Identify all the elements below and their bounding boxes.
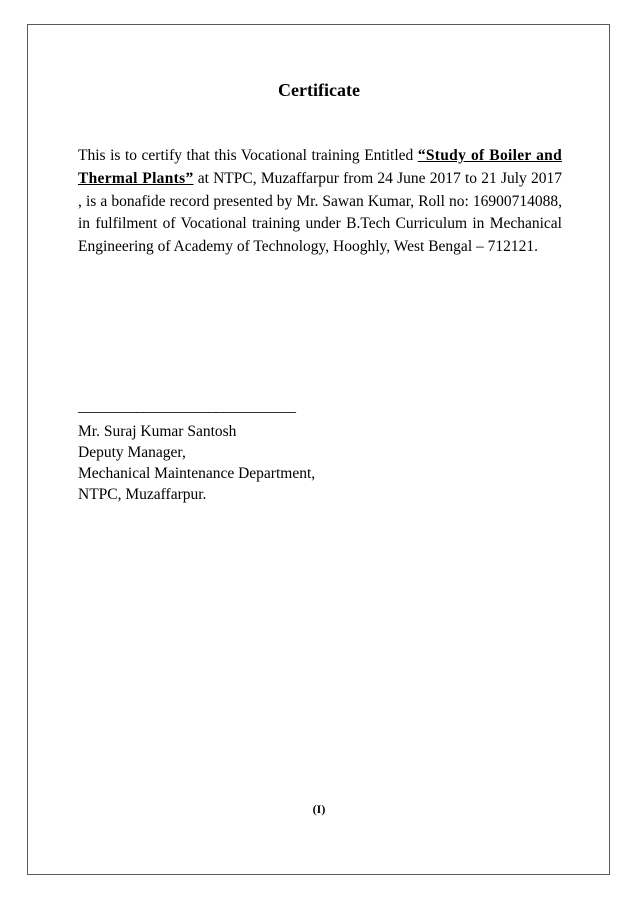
signatory-designation: Deputy Manager, (78, 444, 186, 461)
certificate-title: Certificate (278, 80, 360, 100)
signature-line: ______________________________ (78, 398, 296, 415)
body-intro: This is to certify that this Vocational training Entitled (78, 147, 418, 164)
body-rest: at NTPC, Muzaffarpur from 24 June 2017 to 21 July 2017 , is a bonafide record presented by Mr. Sawan Kumar, Roll no: 16900714088, in fulfilment of Vocational training under B.Tech Curriculum in Mechanical Engineering of Academy of Technology, Hooghly, West Bengal – 712121. (78, 169, 563, 256)
signatory-block (78, 421, 315, 505)
page-number: (I) (312, 802, 326, 816)
certificate-body (78, 145, 562, 259)
signatory-department: Mechanical Maintenance Department, (78, 465, 316, 482)
project-title: “Study of Boiler and Thermal Plants” (78, 147, 563, 187)
signatory-organization: NTPC, Muzaffarpur. (78, 486, 207, 503)
signatory-name: Mr. Suraj Kumar Santosh (78, 423, 237, 440)
